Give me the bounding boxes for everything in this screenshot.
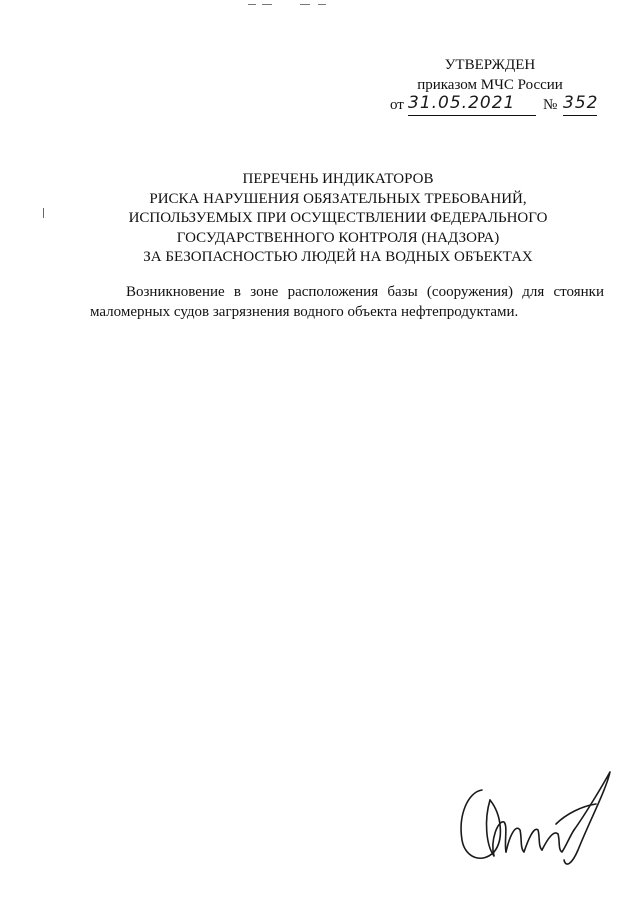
order-date: 31.05.2021 [408,93,516,113]
approval-heading: УТВЕРЖДЕН [444,57,536,73]
order-number: 352 [563,93,599,113]
margin-mark [43,208,44,218]
title-line: ИСПОЛЬЗУЕМЫХ ПРИ ОСУЩЕСТВЛЕНИИ ФЕДЕРАЛЬНОГО [128,210,548,226]
scan-mark [248,4,256,5]
title-line: ПЕРЕЧЕНЬ ИНДИКАТОРОВ [242,171,434,187]
indicator-paragraph: Возникновение в зоне расположения базы (сооружения) для стоянки маломерных судов загрязнения водного объекта нефтепродуктами. [90,284,604,320]
number-field [563,95,597,116]
order-reference [370,95,610,117]
number-prefix: № [543,97,558,113]
document-title [90,170,586,268]
approval-stamp [370,55,610,117]
title-line: РИСКА НАРУШЕНИЯ ОБЯЗАТЕЛЬНЫХ ТРЕБОВАНИЙ, [149,190,527,207]
title-line: ГОСУДАРСТВЕННОГО КОНТРОЛЯ (НАДЗОРА) [176,229,500,246]
date-field [408,95,536,116]
approval-issuer: приказом МЧС России [417,77,563,93]
handwritten-signature [450,760,620,870]
title-line: ЗА БЕЗОПАСНОСТЬЮ ЛЮДЕЙ НА ВОДНЫХ ОБЪЕКТАХ [143,249,533,265]
scan-mark [262,4,272,5]
scan-mark [300,4,310,5]
scan-mark [318,4,326,5]
date-prefix: от [390,97,404,113]
